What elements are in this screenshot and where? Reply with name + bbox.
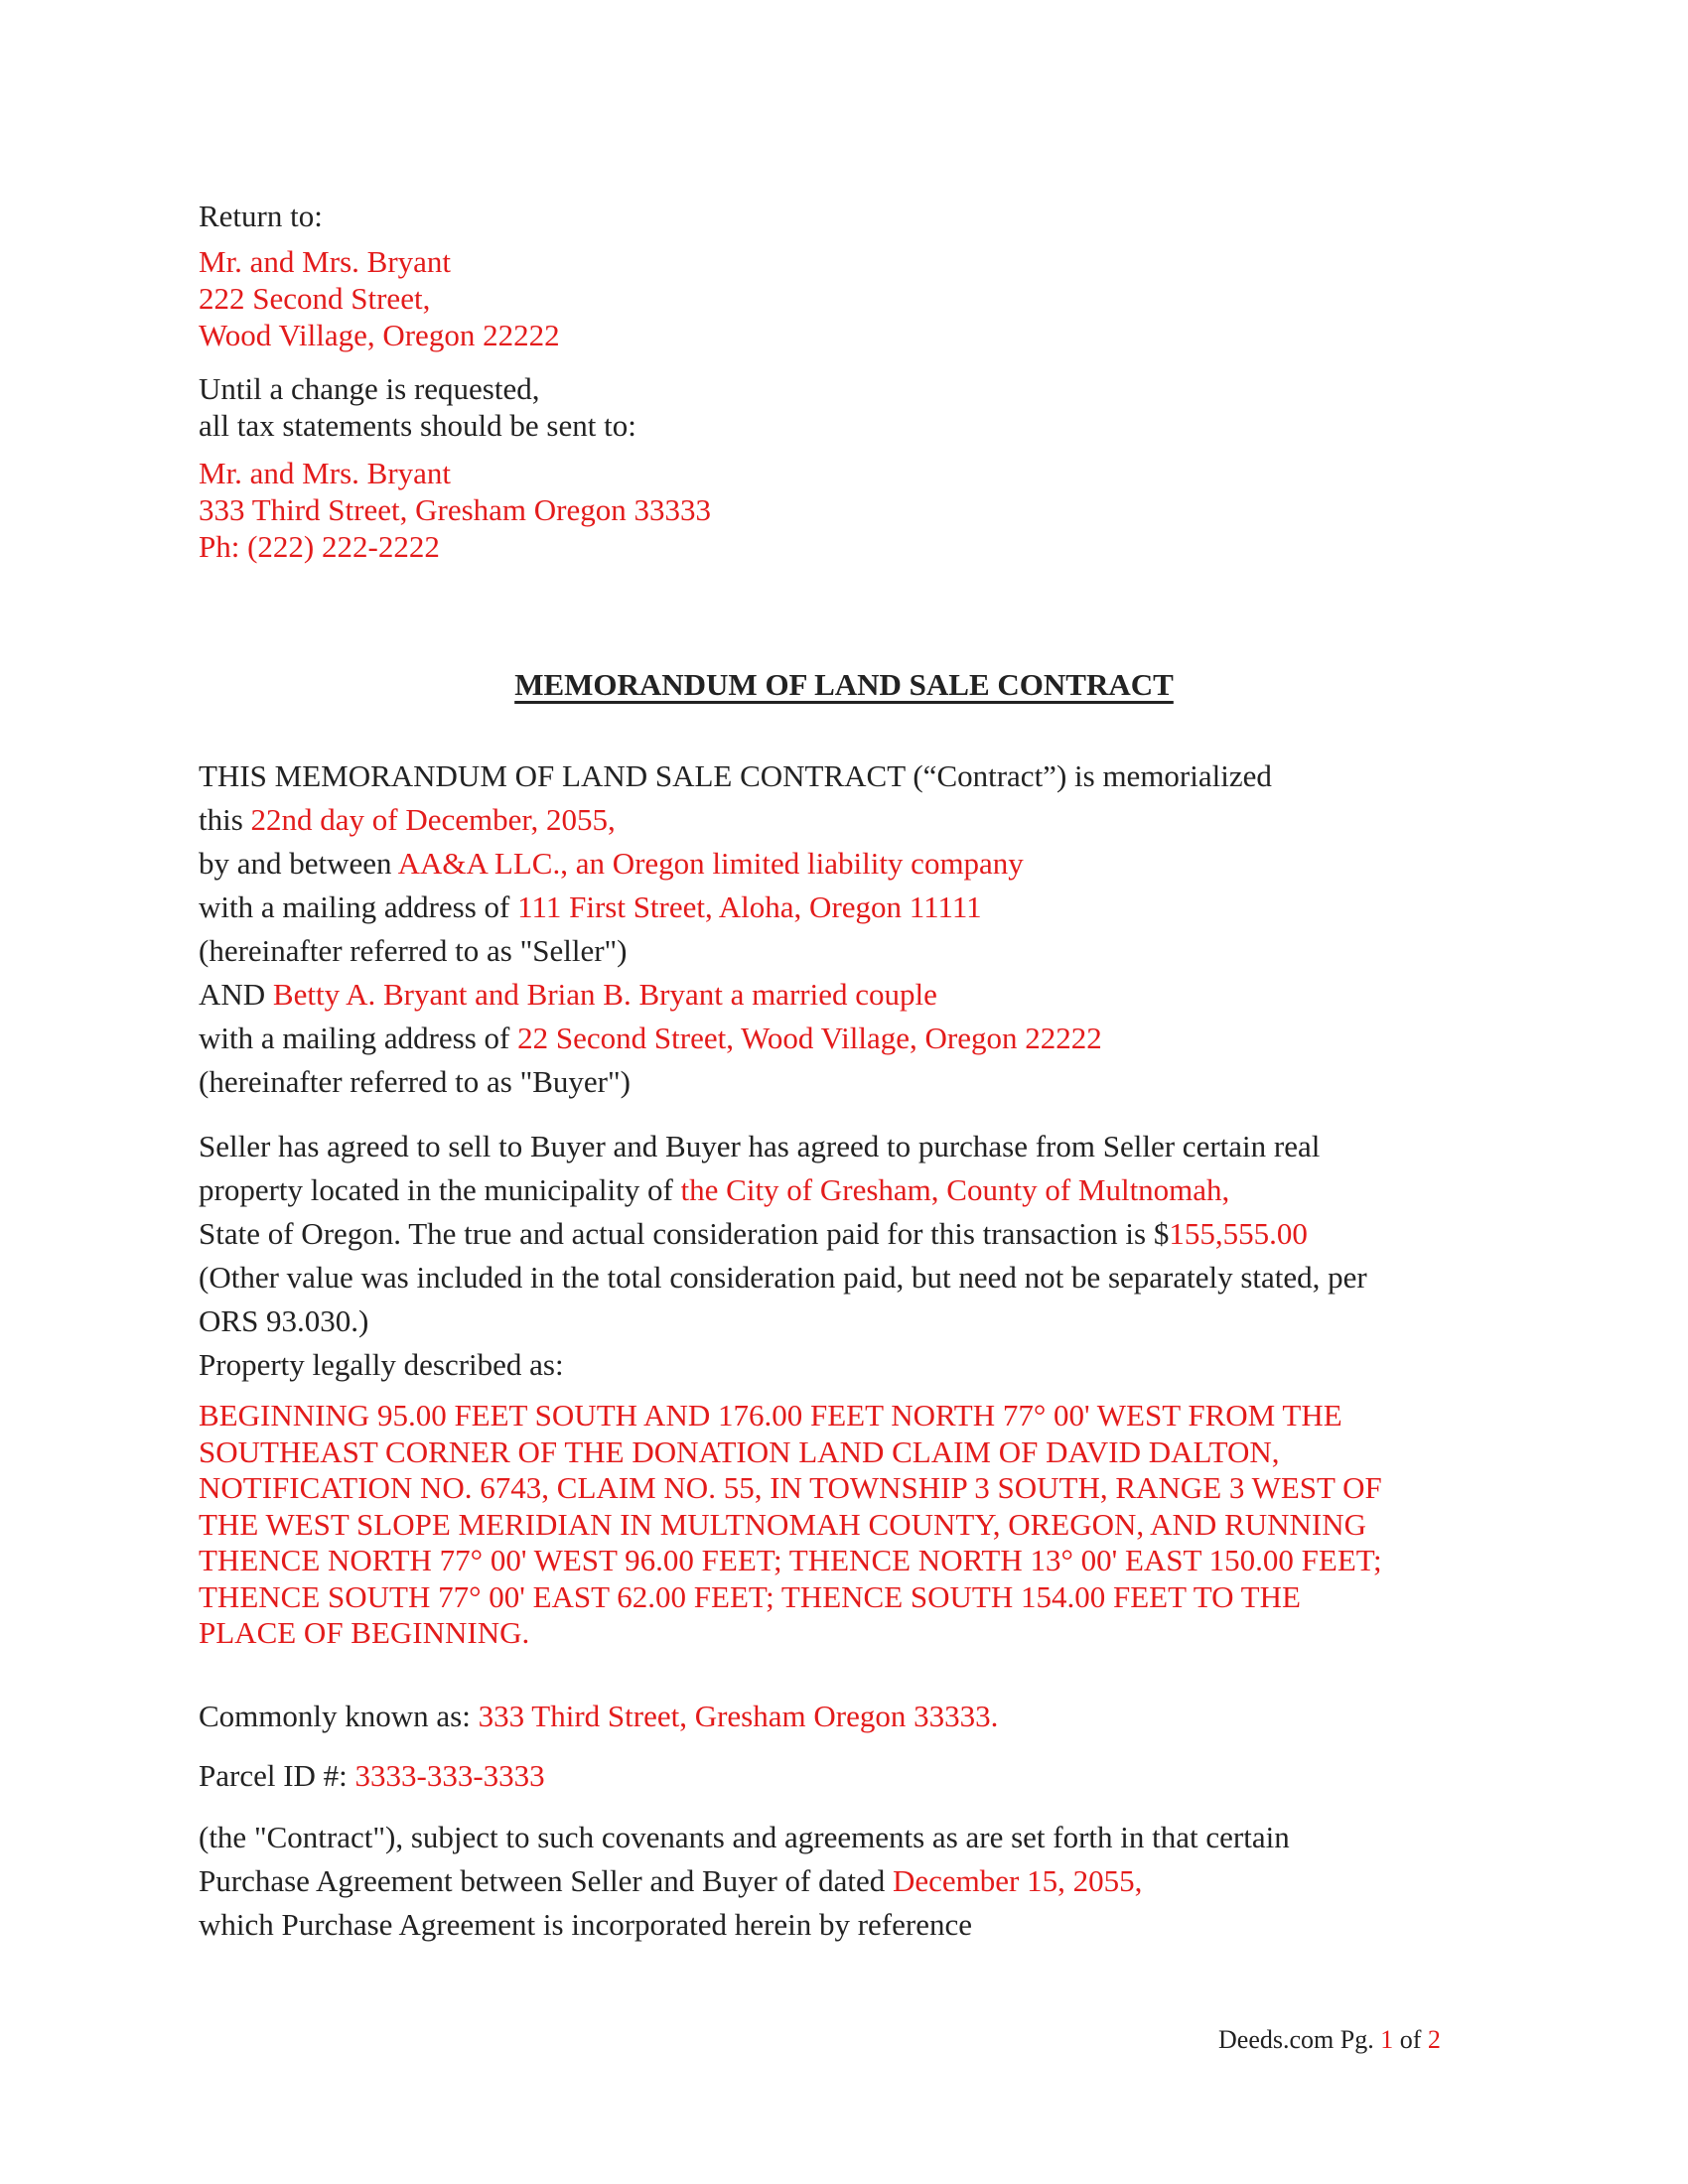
- return-to-name: Mr. and Mrs. Bryant: [199, 244, 452, 279]
- tax-address-block: [199, 455, 711, 565]
- legal-description: [199, 1398, 1489, 1652]
- agreement-block: [199, 1125, 1367, 1387]
- closing-block: [199, 1816, 1290, 1947]
- date-line: this 22nd day of December, 2055,: [199, 802, 616, 837]
- seller-name: AA&A LLC., an Oregon limited liability company: [397, 846, 1024, 881]
- common-address: 333 Third Street, Gresham Oregon 33333.: [478, 1699, 999, 1733]
- buyer-address: 22 Second Street, Wood Village, Oregon 22222: [517, 1021, 1102, 1055]
- parcel-id: 3333-333-3333: [354, 1758, 545, 1793]
- agreement-line5: ORS 93.030.): [199, 1303, 369, 1338]
- tax-label-line1: Until a change is requested,: [199, 371, 540, 406]
- contract-date: 22nd day of December, 2055,: [250, 802, 616, 837]
- tax-phone: Ph: (222) 222-2222: [199, 529, 440, 564]
- consideration-amount: 155,555.00: [1169, 1216, 1308, 1251]
- legal-line: THENCE SOUTH 77° 00' EAST 62.00 FEET; THENCE SOUTH 154.00 FEET TO THE: [199, 1578, 1301, 1614]
- seller-ref: (hereinafter referred to as "Seller"): [199, 933, 628, 968]
- buyer-ref: (hereinafter referred to as "Buyer"): [199, 1064, 631, 1099]
- seller-line: by and between AA&A LLC., an Oregon limited liability company: [199, 846, 1024, 881]
- commonly-known-line: Commonly known as: 333 Third Street, Gresham Oregon 33333.: [199, 1699, 999, 1733]
- return-to-address: [199, 243, 560, 353]
- tax-address: 333 Third Street, Gresham Oregon 33333: [199, 492, 711, 527]
- page-footer: Deeds.com Pg. 1 of 2: [1218, 2025, 1441, 2054]
- tax-name: Mr. and Mrs. Bryant: [199, 456, 452, 490]
- intro-line: THIS MEMORANDUM OF LAND SALE CONTRACT (“Contract”) is memorialized: [199, 758, 1272, 793]
- seller-address: 111 First Street, Aloha, Oregon 11111: [517, 889, 982, 924]
- document-title: MEMORANDUM OF LAND SALE CONTRACT: [514, 667, 1174, 702]
- closing-line3: which Purchase Agreement is incorporated herein by reference: [199, 1907, 972, 1942]
- return-to-label: Return to:: [199, 199, 323, 233]
- buyer-line: AND Betty A. Bryant and Brian B. Bryant a married couple: [199, 977, 937, 1012]
- footer-page: 1: [1380, 2025, 1394, 2054]
- legal-line: THENCE NORTH 77° 00' WEST 96.00 FEET; THENCE NORTH 13° 00' EAST 150.00 FEET;: [199, 1543, 1382, 1577]
- legal-line: SOUTHEAST CORNER OF THE DONATION LAND CLAIM OF DAVID DALTON,: [199, 1433, 1280, 1469]
- agreement-line2: property located in the municipality of the City of Gresham, County of Multnomah,: [199, 1172, 1230, 1207]
- municipality: the City of Gresham, County of Multnomah,: [680, 1172, 1230, 1207]
- legal-line: NOTIFICATION NO. 6743, CLAIM NO. 55, IN TOWNSHIP 3 SOUTH, RANGE 3 WEST OF: [199, 1470, 1382, 1505]
- footer-site: Deeds.com Pg.: [1218, 2025, 1381, 2054]
- agreement-line6: Property legally described as:: [199, 1347, 564, 1382]
- return-to-city: Wood Village, Oregon 22222: [199, 318, 560, 352]
- agreement-line1: Seller has agreed to sell to Buyer and Buyer has agreed to purchase from Seller certain real: [199, 1129, 1321, 1163]
- parcel-id-line: Parcel ID #: 3333-333-3333: [199, 1758, 545, 1793]
- seller-address-line: with a mailing address of 111 First Street, Aloha, Oregon 11111: [199, 889, 982, 924]
- agreement-line3: State of Oregon. The true and actual consideration paid for this transaction is $155,555.00: [199, 1216, 1308, 1251]
- purchase-date: December 15, 2055,: [892, 1863, 1143, 1898]
- buyer-name: Betty A. Bryant and Brian B. Bryant a married couple: [272, 977, 937, 1012]
- buyer-address-line: with a mailing address of 22 Second Street, Wood Village, Oregon 22222: [199, 1021, 1102, 1055]
- legal-line: PLACE OF BEGINNING.: [199, 1615, 530, 1650]
- closing-line1: (the "Contract"), subject to such covenants and agreements as are set forth in that certain: [199, 1820, 1290, 1854]
- parties-block: [199, 754, 1272, 1104]
- legal-line: THE WEST SLOPE MERIDIAN IN MULTNOMAH COUNTY, OREGON, AND RUNNING: [199, 1506, 1367, 1542]
- return-to-street: 222 Second Street,: [199, 281, 431, 316]
- tax-label-line2: all tax statements should be sent to:: [199, 408, 636, 443]
- return-to-block: [199, 198, 323, 234]
- tax-label-block: [199, 370, 636, 444]
- closing-line2: Purchase Agreement between Seller and Buyer of dated December 15, 2055,: [199, 1863, 1143, 1898]
- legal-line: BEGINNING 95.00 FEET SOUTH AND 176.00 FEET NORTH 77° 00' WEST FROM THE: [199, 1398, 1342, 1433]
- footer-total: 2: [1427, 2025, 1441, 2054]
- agreement-line4: (Other value was included in the total consideration paid, but need not be separately stated, per: [199, 1260, 1367, 1295]
